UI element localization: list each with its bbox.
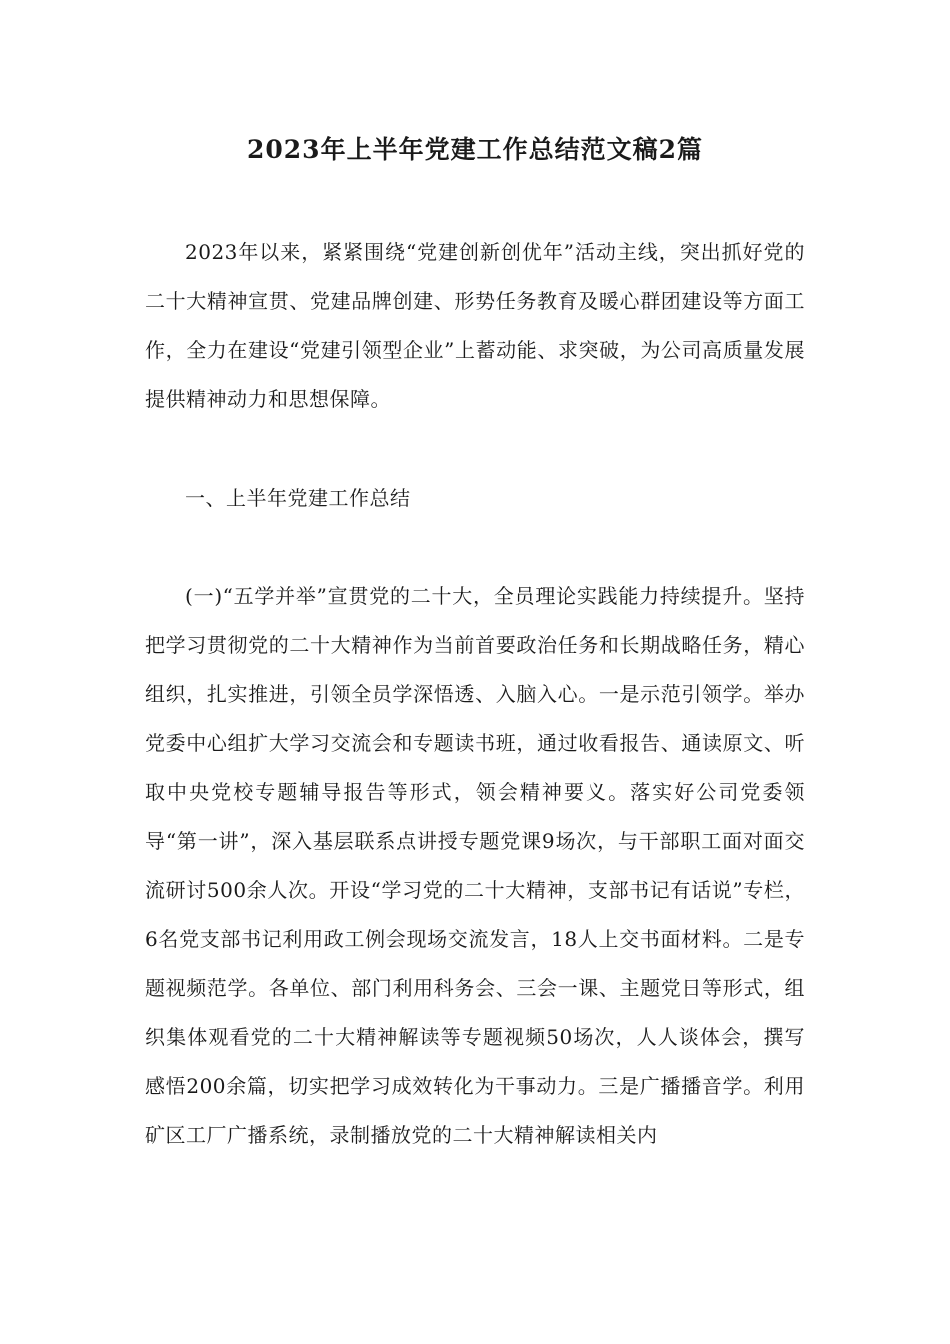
section-paragraph: (一)“五学并举”宣贯党的二十大，全员理论实践能力持续提升。坚持把学习贯彻党的二十大精神作为当前首要政治任务和长期战略任务，精心组织，扎实推进，引领全员学深悟透、入脑入心。一是示范引领学。举办党委中心组扩大学习交流会和专题读书班，通过收看报告、通读原文、听取中央党校专题辅导报告等形式，领会精神要义。落实好公司党委领导“第一讲”，深入基层联系点讲授专题党课9场次，与干部职工面对面交流研讨500余人次。开设“学习党的二十大精神，支部书记有话说”专栏，6名党支部书记利用政工例会现场交流发言，18人上交书面材料。二是专题视频范学。各单位、部门利用科务会、三会一课、主题党日等形式，组织集体观看党的二十大精神解读等专题视频50场次，人人谈体会，撰写感悟200余篇，切实把学习成效转化为干事动力。三是广播播音学。利用矿区工厂广播系统，录制播放党的二十大精神解读相关内: [145, 584, 805, 1147]
section-heading: 一、上半年党建工作总结: [185, 486, 411, 510]
document-title: 2023年上半年党建工作总结范文稿2篇: [247, 135, 703, 164]
intro-paragraph: 2023年以来，紧紧围绕“党建创新创优年”活动主线，突出抓好党的二十大精神宣贯、党建品牌创建、形势任务教育及暖心群团建设等方面工作，全力在建设“党建引领型企业”上蓄动能、求突破，为公司高质量发展提供精神动力和思想保障。: [145, 240, 805, 411]
